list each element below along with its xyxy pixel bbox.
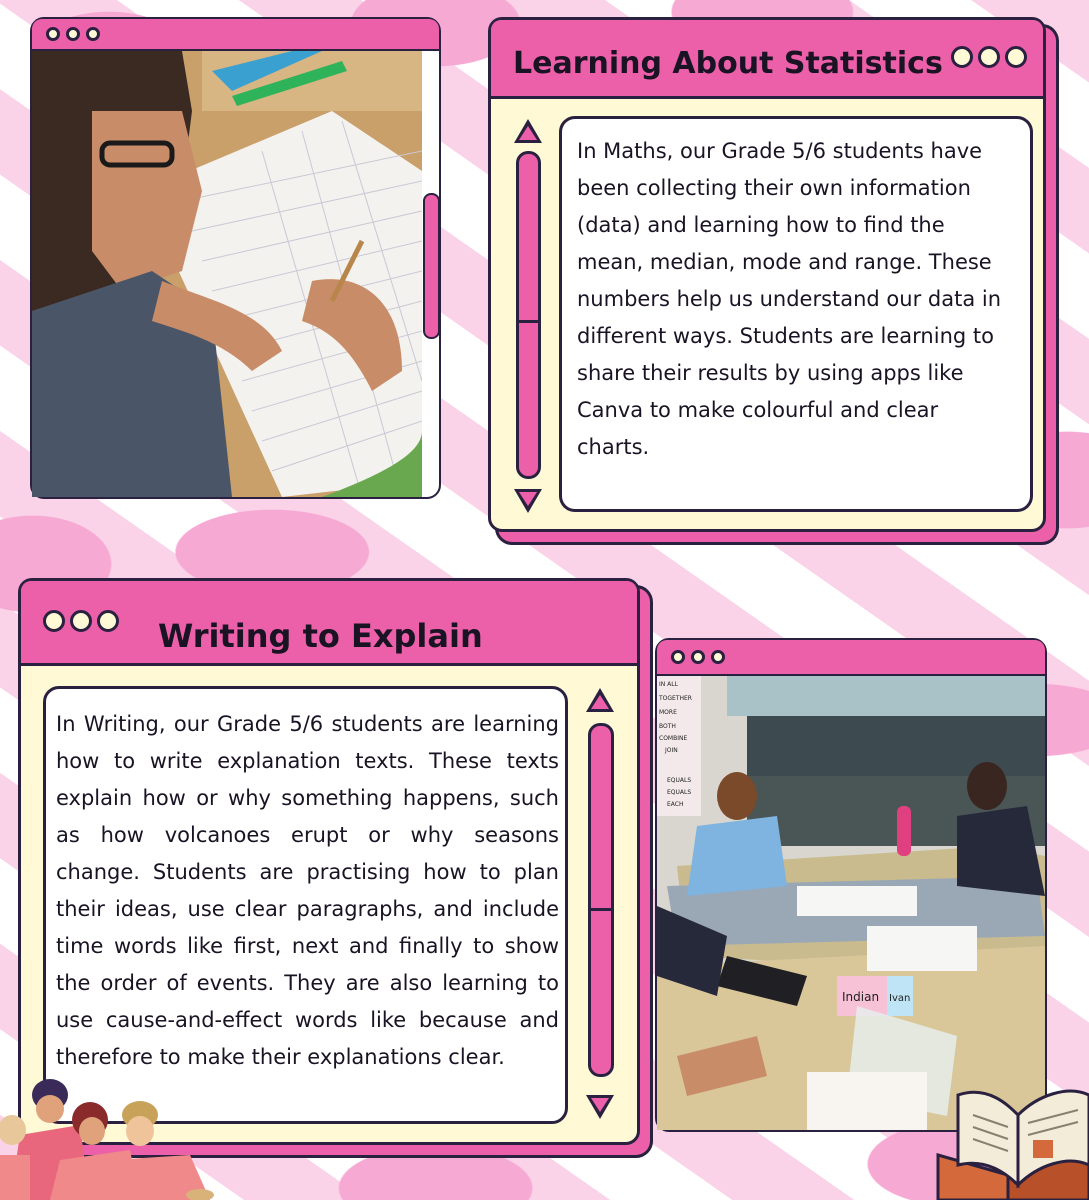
writing-window-titlebar: [21, 581, 637, 666]
scrollbar-thumb-edge: [591, 908, 611, 911]
window-dot-icon: [691, 650, 705, 664]
window-dot-icon: [43, 610, 65, 632]
scroll-up-icon[interactable]: [514, 119, 542, 143]
window-dots: [43, 610, 119, 632]
window-dots: [671, 650, 725, 664]
writing-text-box: [43, 686, 568, 1124]
window-dot-icon: [46, 27, 60, 41]
wall-word: JOIN: [665, 747, 678, 754]
window-dot-icon: [66, 27, 80, 41]
window-dot-icon: [978, 46, 1000, 68]
statistics-window: [488, 17, 1046, 532]
wall-word: MORE: [659, 709, 677, 716]
student-writing-photo: [32, 51, 422, 497]
photo-window-bottom-titlebar: [657, 640, 1045, 676]
scrollbar-thumb-edge: [519, 320, 538, 323]
statistics-paragraph: In Maths, our Grade 5/6 students have been collecting their own information (data) and learning how to find the mean, median, mode and range. These numbers help us understand our data in different ways. Students are learning to share their results by using apps like Canva to make colourful and clear charts.: [577, 139, 1002, 459]
scrollbar-track[interactable]: [516, 151, 541, 479]
wall-word: COMBINE: [659, 735, 688, 742]
window-dot-icon: [86, 27, 100, 41]
bookmark-name: Ivan: [889, 993, 911, 1004]
statistics-text-box: [559, 116, 1033, 512]
window-dot-icon: [97, 610, 119, 632]
wall-word: TOGETHER: [659, 695, 692, 702]
writing-window-title: Writing to Explain: [158, 617, 483, 655]
wall-word: IN ALL: [659, 681, 678, 688]
writing-paragraph: In Writing, our Grade 5/6 students are learning how to write explanation texts. These texts explain how or why something happens, such as how volcanoes erupt or why seasons change. Students are practising how to plan their ideas, use clear paragraphs, and include time words like first, next and finally to show the order of events. They are also learning to use cause-and-effect words like because and therefore to make their explanations clear.: [56, 712, 559, 1069]
students-illustration: [0, 1075, 230, 1200]
scroll-up-icon[interactable]: [586, 688, 614, 712]
window-dot-icon: [671, 650, 685, 664]
window-dot-icon: [70, 610, 92, 632]
wall-word: EQUALS: [667, 789, 692, 796]
window-dot-icon: [711, 650, 725, 664]
window-dots: [951, 46, 1027, 68]
window-dot-icon: [1005, 46, 1027, 68]
book-illustration: [928, 1055, 1089, 1200]
scrollbar-track[interactable]: [588, 723, 614, 1077]
scroll-down-icon[interactable]: [514, 489, 542, 513]
bookmark-name: Indian: [842, 990, 880, 1004]
writing-window: [18, 578, 640, 1145]
photo-window-top: [30, 17, 441, 499]
statistics-window-titlebar: [491, 20, 1043, 99]
wall-word: EQUALS: [667, 777, 692, 784]
photo-window-top-titlebar: [32, 19, 439, 51]
wall-word: BOTH: [659, 723, 676, 730]
scrollbar-track[interactable]: [423, 193, 440, 339]
wall-word: EACH: [667, 801, 684, 808]
window-dots: [46, 27, 100, 41]
scroll-down-icon[interactable]: [586, 1095, 614, 1119]
statistics-window-title: Learning About Statistics: [513, 46, 943, 81]
window-dot-icon: [951, 46, 973, 68]
